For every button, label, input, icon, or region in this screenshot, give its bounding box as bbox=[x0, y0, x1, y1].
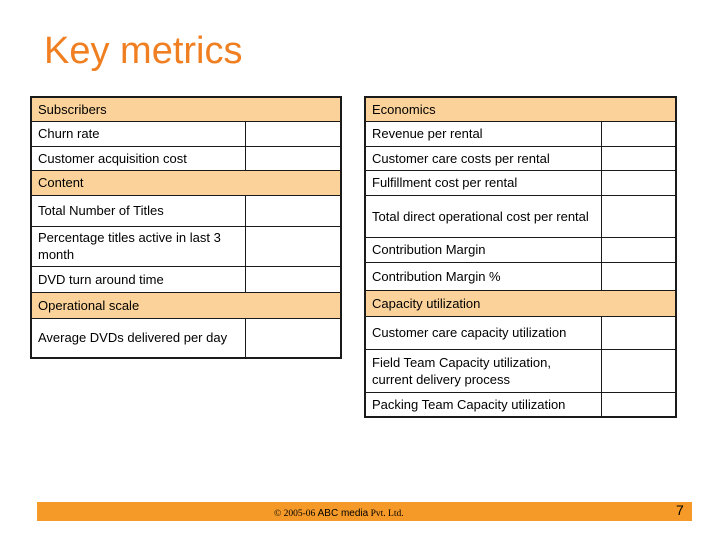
metric-label-total-direct-operational-cost: Total direct operational cost per rental bbox=[365, 195, 601, 237]
page-number: 7 bbox=[676, 502, 684, 518]
metric-label-contribution-margin: Contribution Margin bbox=[365, 237, 601, 262]
metric-value-cell[interactable] bbox=[601, 121, 676, 146]
copyright-suffix: Pvt. Ltd. bbox=[370, 509, 404, 519]
metric-value-cell[interactable] bbox=[601, 195, 676, 237]
metric-label-customer-care-capacity: Customer care capacity utilization bbox=[365, 316, 601, 349]
metric-value-cell[interactable] bbox=[601, 316, 676, 349]
metric-label-customer-acquisition-cost: Customer acquisition cost bbox=[31, 146, 245, 170]
section-header-content: Content bbox=[31, 170, 341, 195]
metric-value-cell[interactable] bbox=[601, 262, 676, 290]
metric-label-avg-dvds-delivered: Average DVDs delivered per day bbox=[31, 318, 245, 358]
metric-value-cell[interactable] bbox=[601, 146, 676, 170]
metric-value-cell[interactable] bbox=[601, 170, 676, 195]
metric-value-cell[interactable] bbox=[245, 121, 341, 146]
brand-name: ABC media bbox=[317, 508, 369, 519]
metric-label-fulfillment-cost: Fulfillment cost per rental bbox=[365, 170, 601, 195]
metric-value-cell[interactable] bbox=[245, 226, 341, 266]
metric-label-contribution-margin-pct: Contribution Margin % bbox=[365, 262, 601, 290]
copyright-notice bbox=[274, 508, 404, 519]
section-header-operational-scale: Operational scale bbox=[31, 292, 341, 318]
left-metrics-table bbox=[30, 96, 342, 359]
metric-label-customer-care-costs: Customer care costs per rental bbox=[365, 146, 601, 170]
metric-value-cell[interactable] bbox=[245, 266, 341, 292]
metric-label-total-titles: Total Number of Titles bbox=[31, 195, 245, 226]
metric-label-revenue-per-rental: Revenue per rental bbox=[365, 121, 601, 146]
metric-label-percentage-titles-active: Percentage titles active in last 3 month bbox=[31, 226, 245, 266]
metric-value-cell[interactable] bbox=[245, 318, 341, 358]
metric-label-packing-team-capacity: Packing Team Capacity utilization bbox=[365, 392, 601, 417]
copyright-prefix: © 2005-06 bbox=[274, 509, 316, 519]
section-header-capacity-utilization: Capacity utilization bbox=[365, 290, 676, 316]
section-header-economics: Economics bbox=[365, 97, 676, 121]
metric-value-cell[interactable] bbox=[601, 392, 676, 417]
metric-value-cell[interactable] bbox=[245, 195, 341, 226]
section-header-subscribers: Subscribers bbox=[31, 97, 341, 121]
metric-label-churn-rate: Churn rate bbox=[31, 121, 245, 146]
page-title: Key metrics bbox=[44, 30, 243, 72]
metric-value-cell[interactable] bbox=[601, 349, 676, 392]
right-metrics-table bbox=[364, 96, 677, 418]
metric-label-field-team-capacity: Field Team Capacity utilization, current delivery process bbox=[365, 349, 601, 392]
metric-value-cell[interactable] bbox=[601, 237, 676, 262]
metric-value-cell[interactable] bbox=[245, 146, 341, 170]
metric-label-dvd-turnaround: DVD turn around time bbox=[31, 266, 245, 292]
